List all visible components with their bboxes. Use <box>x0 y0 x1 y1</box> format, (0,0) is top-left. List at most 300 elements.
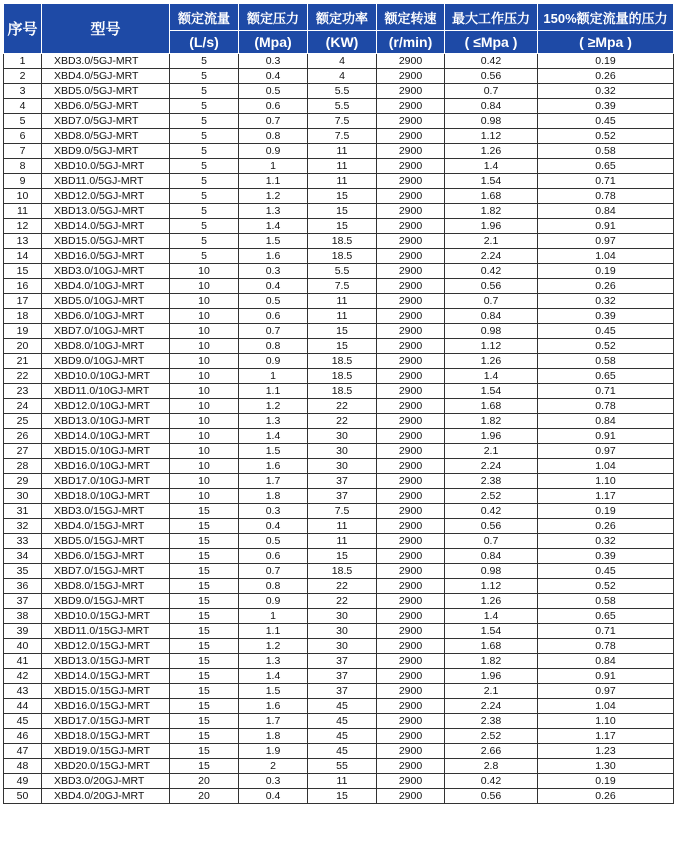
cell-flow: 5 <box>170 249 239 264</box>
cell-pressure: 1.1 <box>239 384 308 399</box>
table-row <box>4 384 674 399</box>
cell-power: 18.5 <box>308 249 377 264</box>
cell-pressure150: 0.91 <box>538 669 674 684</box>
cell-model: XBD4.0/20GJ-MRT <box>42 789 170 804</box>
cell-power: 18.5 <box>308 234 377 249</box>
cell-model: XBD9.0/15GJ-MRT <box>42 594 170 609</box>
cell-flow: 10 <box>170 324 239 339</box>
cell-index: 38 <box>4 609 42 624</box>
cell-flow: 10 <box>170 279 239 294</box>
header-flow: 额定流量 <box>170 4 239 31</box>
cell-speed: 2900 <box>377 279 445 294</box>
cell-flow: 5 <box>170 219 239 234</box>
cell-index: 7 <box>4 144 42 159</box>
cell-index: 17 <box>4 294 42 309</box>
table-row <box>4 714 674 729</box>
cell-pressure: 0.8 <box>239 339 308 354</box>
header-speed-unit: (r/min) <box>377 31 445 54</box>
cell-pressure: 1.1 <box>239 174 308 189</box>
cell-index: 32 <box>4 519 42 534</box>
cell-pressure150: 0.45 <box>538 324 674 339</box>
cell-power: 7.5 <box>308 114 377 129</box>
header-index: 序号 <box>4 4 42 54</box>
cell-pressure150: 0.26 <box>538 789 674 804</box>
cell-max-pressure: 0.98 <box>445 564 538 579</box>
table-row <box>4 729 674 744</box>
cell-max-pressure: 1.4 <box>445 609 538 624</box>
header-model: 型号 <box>42 4 170 54</box>
cell-index: 43 <box>4 684 42 699</box>
cell-pressure: 1 <box>239 609 308 624</box>
cell-power: 11 <box>308 309 377 324</box>
cell-flow: 5 <box>170 174 239 189</box>
cell-index: 16 <box>4 279 42 294</box>
cell-index: 41 <box>4 654 42 669</box>
cell-speed: 2900 <box>377 114 445 129</box>
table-row <box>4 654 674 669</box>
cell-speed: 2900 <box>377 444 445 459</box>
cell-pressure150: 1.10 <box>538 474 674 489</box>
cell-power: 11 <box>308 174 377 189</box>
cell-flow: 10 <box>170 474 239 489</box>
cell-model: XBD15.0/10GJ-MRT <box>42 444 170 459</box>
cell-index: 30 <box>4 489 42 504</box>
cell-model: XBD16.0/15GJ-MRT <box>42 699 170 714</box>
cell-power: 30 <box>308 639 377 654</box>
cell-max-pressure: 0.7 <box>445 84 538 99</box>
cell-speed: 2900 <box>377 459 445 474</box>
table-row <box>4 234 674 249</box>
cell-model: XBD14.0/15GJ-MRT <box>42 669 170 684</box>
cell-pressure150: 0.84 <box>538 204 674 219</box>
cell-power: 45 <box>308 744 377 759</box>
cell-pressure150: 0.58 <box>538 354 674 369</box>
cell-max-pressure: 1.54 <box>445 174 538 189</box>
cell-pressure: 1.8 <box>239 489 308 504</box>
cell-flow: 5 <box>170 99 239 114</box>
cell-speed: 2900 <box>377 669 445 684</box>
cell-model: XBD17.0/15GJ-MRT <box>42 714 170 729</box>
cell-pressure: 0.4 <box>239 519 308 534</box>
cell-flow: 5 <box>170 189 239 204</box>
table-row <box>4 459 674 474</box>
cell-pressure150: 0.26 <box>538 69 674 84</box>
cell-speed: 2900 <box>377 429 445 444</box>
table-row <box>4 744 674 759</box>
cell-max-pressure: 2.24 <box>445 249 538 264</box>
table-row <box>4 84 674 99</box>
cell-max-pressure: 1.68 <box>445 639 538 654</box>
cell-speed: 2900 <box>377 129 445 144</box>
cell-pressure: 0.7 <box>239 564 308 579</box>
cell-speed: 2900 <box>377 309 445 324</box>
cell-model: XBD8.0/10GJ-MRT <box>42 339 170 354</box>
cell-power: 37 <box>308 489 377 504</box>
cell-model: XBD13.0/15GJ-MRT <box>42 654 170 669</box>
cell-pressure: 1.1 <box>239 624 308 639</box>
cell-speed: 2900 <box>377 789 445 804</box>
cell-speed: 2900 <box>377 204 445 219</box>
cell-max-pressure: 0.56 <box>445 69 538 84</box>
table-row <box>4 429 674 444</box>
cell-max-pressure: 0.7 <box>445 534 538 549</box>
cell-model: XBD4.0/10GJ-MRT <box>42 279 170 294</box>
cell-model: XBD11.0/5GJ-MRT <box>42 174 170 189</box>
cell-index: 4 <box>4 99 42 114</box>
cell-index: 18 <box>4 309 42 324</box>
cell-index: 49 <box>4 774 42 789</box>
cell-max-pressure: 1.12 <box>445 339 538 354</box>
cell-pressure: 0.4 <box>239 789 308 804</box>
cell-pressure150: 0.84 <box>538 654 674 669</box>
cell-model: XBD15.0/15GJ-MRT <box>42 684 170 699</box>
cell-index: 35 <box>4 564 42 579</box>
cell-pressure: 0.7 <box>239 114 308 129</box>
cell-max-pressure: 0.7 <box>445 294 538 309</box>
cell-pressure150: 0.78 <box>538 399 674 414</box>
cell-index: 28 <box>4 459 42 474</box>
cell-speed: 2900 <box>377 474 445 489</box>
cell-pressure: 1.5 <box>239 234 308 249</box>
table-row <box>4 309 674 324</box>
cell-index: 20 <box>4 339 42 354</box>
cell-power: 5.5 <box>308 84 377 99</box>
cell-flow: 15 <box>170 729 239 744</box>
cell-speed: 2900 <box>377 159 445 174</box>
table-row <box>4 174 674 189</box>
header-pressure150-unit: ( ≥Mpa ) <box>538 31 674 54</box>
cell-speed: 2900 <box>377 294 445 309</box>
cell-model: XBD12.0/10GJ-MRT <box>42 399 170 414</box>
cell-max-pressure: 2.66 <box>445 744 538 759</box>
table-row <box>4 54 674 69</box>
cell-pressure150: 0.65 <box>538 369 674 384</box>
cell-model: XBD10.0/15GJ-MRT <box>42 609 170 624</box>
cell-flow: 10 <box>170 354 239 369</box>
table-row <box>4 264 674 279</box>
table-row <box>4 294 674 309</box>
cell-power: 37 <box>308 654 377 669</box>
cell-power: 22 <box>308 399 377 414</box>
cell-pressure150: 0.58 <box>538 144 674 159</box>
table-row <box>4 579 674 594</box>
cell-pressure: 1.4 <box>239 429 308 444</box>
cell-pressure150: 0.91 <box>538 429 674 444</box>
cell-pressure: 1.8 <box>239 729 308 744</box>
cell-index: 36 <box>4 579 42 594</box>
cell-flow: 10 <box>170 399 239 414</box>
cell-pressure150: 1.23 <box>538 744 674 759</box>
cell-flow: 5 <box>170 204 239 219</box>
cell-speed: 2900 <box>377 609 445 624</box>
cell-pressure: 0.5 <box>239 294 308 309</box>
table-row <box>4 99 674 114</box>
cell-speed: 2900 <box>377 369 445 384</box>
table-row <box>4 699 674 714</box>
cell-model: XBD14.0/5GJ-MRT <box>42 219 170 234</box>
cell-flow: 10 <box>170 369 239 384</box>
cell-speed: 2900 <box>377 744 445 759</box>
cell-power: 5.5 <box>308 99 377 114</box>
table-row <box>4 414 674 429</box>
cell-model: XBD13.0/10GJ-MRT <box>42 414 170 429</box>
cell-index: 22 <box>4 369 42 384</box>
table-row <box>4 609 674 624</box>
cell-model: XBD10.0/5GJ-MRT <box>42 159 170 174</box>
cell-flow: 5 <box>170 159 239 174</box>
cell-max-pressure: 1.68 <box>445 189 538 204</box>
cell-speed: 2900 <box>377 384 445 399</box>
cell-index: 21 <box>4 354 42 369</box>
cell-power: 18.5 <box>308 354 377 369</box>
cell-index: 44 <box>4 699 42 714</box>
cell-flow: 20 <box>170 774 239 789</box>
cell-max-pressure: 1.96 <box>445 219 538 234</box>
cell-power: 15 <box>308 189 377 204</box>
cell-pressure: 0.4 <box>239 69 308 84</box>
cell-pressure150: 0.39 <box>538 99 674 114</box>
cell-pressure: 0.4 <box>239 279 308 294</box>
cell-max-pressure: 0.98 <box>445 324 538 339</box>
header-pressure-unit: (Mpa) <box>239 31 308 54</box>
cell-power: 11 <box>308 534 377 549</box>
cell-power: 11 <box>308 294 377 309</box>
cell-index: 37 <box>4 594 42 609</box>
cell-pressure150: 0.58 <box>538 594 674 609</box>
cell-power: 11 <box>308 519 377 534</box>
cell-max-pressure: 0.56 <box>445 789 538 804</box>
cell-power: 45 <box>308 714 377 729</box>
cell-pressure: 1.6 <box>239 459 308 474</box>
cell-model: XBD6.0/10GJ-MRT <box>42 309 170 324</box>
cell-flow: 15 <box>170 669 239 684</box>
cell-power: 11 <box>308 159 377 174</box>
cell-index: 2 <box>4 69 42 84</box>
cell-max-pressure: 1.96 <box>445 429 538 444</box>
cell-power: 4 <box>308 69 377 84</box>
table-row <box>4 564 674 579</box>
cell-max-pressure: 1.4 <box>445 159 538 174</box>
cell-index: 26 <box>4 429 42 444</box>
table-row <box>4 159 674 174</box>
cell-max-pressure: 0.56 <box>445 279 538 294</box>
cell-flow: 10 <box>170 264 239 279</box>
cell-flow: 10 <box>170 429 239 444</box>
cell-model: XBD6.0/5GJ-MRT <box>42 99 170 114</box>
cell-max-pressure: 0.84 <box>445 309 538 324</box>
cell-pressure: 0.3 <box>239 264 308 279</box>
cell-index: 11 <box>4 204 42 219</box>
cell-index: 48 <box>4 759 42 774</box>
cell-index: 25 <box>4 414 42 429</box>
cell-max-pressure: 2.52 <box>445 729 538 744</box>
cell-max-pressure: 2.8 <box>445 759 538 774</box>
cell-flow: 5 <box>170 234 239 249</box>
cell-pressure: 0.3 <box>239 54 308 69</box>
cell-speed: 2900 <box>377 489 445 504</box>
cell-speed: 2900 <box>377 699 445 714</box>
cell-model: XBD11.0/10GJ-MRT <box>42 384 170 399</box>
cell-pressure150: 0.78 <box>538 189 674 204</box>
cell-model: XBD8.0/15GJ-MRT <box>42 579 170 594</box>
cell-power: 37 <box>308 669 377 684</box>
cell-index: 14 <box>4 249 42 264</box>
cell-model: XBD16.0/10GJ-MRT <box>42 459 170 474</box>
cell-index: 3 <box>4 84 42 99</box>
cell-model: XBD20.0/15GJ-MRT <box>42 759 170 774</box>
table-row <box>4 534 674 549</box>
table-row <box>4 354 674 369</box>
cell-pressure: 0.8 <box>239 579 308 594</box>
cell-pressure: 1 <box>239 369 308 384</box>
cell-pressure150: 0.52 <box>538 339 674 354</box>
cell-pressure150: 0.32 <box>538 294 674 309</box>
header-speed: 额定转速 <box>377 4 445 31</box>
cell-pressure: 2 <box>239 759 308 774</box>
cell-speed: 2900 <box>377 759 445 774</box>
cell-power: 15 <box>308 789 377 804</box>
cell-model: XBD9.0/10GJ-MRT <box>42 354 170 369</box>
cell-speed: 2900 <box>377 654 445 669</box>
cell-flow: 15 <box>170 504 239 519</box>
cell-max-pressure: 2.1 <box>445 444 538 459</box>
cell-pressure: 1.2 <box>239 639 308 654</box>
cell-flow: 10 <box>170 459 239 474</box>
cell-pressure: 1.7 <box>239 714 308 729</box>
cell-pressure: 0.5 <box>239 534 308 549</box>
cell-power: 11 <box>308 144 377 159</box>
cell-flow: 10 <box>170 384 239 399</box>
cell-model: XBD8.0/5GJ-MRT <box>42 129 170 144</box>
cell-flow: 15 <box>170 699 239 714</box>
cell-index: 45 <box>4 714 42 729</box>
table-row <box>4 774 674 789</box>
cell-power: 7.5 <box>308 279 377 294</box>
cell-power: 45 <box>308 729 377 744</box>
cell-speed: 2900 <box>377 219 445 234</box>
cell-speed: 2900 <box>377 54 445 69</box>
cell-max-pressure: 0.84 <box>445 549 538 564</box>
table-row <box>4 624 674 639</box>
cell-power: 15 <box>308 549 377 564</box>
cell-model: XBD3.0/5GJ-MRT <box>42 54 170 69</box>
table-row <box>4 204 674 219</box>
table-row <box>4 129 674 144</box>
cell-flow: 15 <box>170 624 239 639</box>
cell-flow: 15 <box>170 564 239 579</box>
header-power-unit: (KW) <box>308 31 377 54</box>
cell-model: XBD5.0/10GJ-MRT <box>42 294 170 309</box>
cell-pressure: 0.8 <box>239 129 308 144</box>
cell-index: 6 <box>4 129 42 144</box>
cell-flow: 15 <box>170 519 239 534</box>
cell-max-pressure: 1.12 <box>445 579 538 594</box>
cell-model: XBD5.0/15GJ-MRT <box>42 534 170 549</box>
cell-pressure150: 0.97 <box>538 684 674 699</box>
cell-model: XBD9.0/5GJ-MRT <box>42 144 170 159</box>
cell-max-pressure: 0.98 <box>445 114 538 129</box>
table-row <box>4 69 674 84</box>
cell-flow: 15 <box>170 684 239 699</box>
cell-model: XBD13.0/5GJ-MRT <box>42 204 170 219</box>
table-row <box>4 339 674 354</box>
cell-pressure150: 0.78 <box>538 639 674 654</box>
cell-speed: 2900 <box>377 324 445 339</box>
cell-max-pressure: 1.26 <box>445 354 538 369</box>
cell-power: 11 <box>308 774 377 789</box>
table-row <box>4 279 674 294</box>
cell-model: XBD19.0/15GJ-MRT <box>42 744 170 759</box>
cell-pressure: 0.9 <box>239 594 308 609</box>
cell-max-pressure: 1.4 <box>445 369 538 384</box>
table-row <box>4 219 674 234</box>
cell-pressure: 1.9 <box>239 744 308 759</box>
cell-speed: 2900 <box>377 174 445 189</box>
cell-max-pressure: 2.24 <box>445 459 538 474</box>
cell-index: 31 <box>4 504 42 519</box>
cell-flow: 15 <box>170 639 239 654</box>
header-pressure150: 150%额定流量的压力 <box>538 4 674 31</box>
header-flow-unit: (L/s) <box>170 31 239 54</box>
cell-speed: 2900 <box>377 69 445 84</box>
cell-pressure150: 0.26 <box>538 519 674 534</box>
cell-speed: 2900 <box>377 189 445 204</box>
cell-pressure150: 0.97 <box>538 444 674 459</box>
cell-power: 30 <box>308 609 377 624</box>
cell-model: XBD14.0/10GJ-MRT <box>42 429 170 444</box>
cell-model: XBD11.0/15GJ-MRT <box>42 624 170 639</box>
cell-model: XBD6.0/15GJ-MRT <box>42 549 170 564</box>
cell-speed: 2900 <box>377 249 445 264</box>
table-row <box>4 594 674 609</box>
cell-flow: 15 <box>170 654 239 669</box>
cell-model: XBD18.0/10GJ-MRT <box>42 489 170 504</box>
table-row <box>4 474 674 489</box>
pump-spec-table <box>3 3 674 804</box>
cell-power: 30 <box>308 444 377 459</box>
cell-pressure150: 0.71 <box>538 624 674 639</box>
cell-index: 5 <box>4 114 42 129</box>
table-row <box>4 684 674 699</box>
cell-speed: 2900 <box>377 99 445 114</box>
cell-power: 30 <box>308 459 377 474</box>
cell-pressure: 1.2 <box>239 189 308 204</box>
cell-speed: 2900 <box>377 339 445 354</box>
cell-pressure150: 0.65 <box>538 159 674 174</box>
cell-index: 34 <box>4 549 42 564</box>
cell-index: 1 <box>4 54 42 69</box>
cell-pressure150: 0.39 <box>538 549 674 564</box>
cell-pressure150: 0.45 <box>538 564 674 579</box>
cell-max-pressure: 1.12 <box>445 129 538 144</box>
cell-pressure: 1.3 <box>239 654 308 669</box>
cell-index: 24 <box>4 399 42 414</box>
cell-flow: 10 <box>170 414 239 429</box>
cell-flow: 15 <box>170 579 239 594</box>
header-max-pressure: 最大工作压力 <box>445 4 538 31</box>
table-row <box>4 144 674 159</box>
cell-pressure: 0.6 <box>239 99 308 114</box>
table-row <box>4 519 674 534</box>
cell-pressure150: 1.30 <box>538 759 674 774</box>
cell-max-pressure: 1.54 <box>445 384 538 399</box>
cell-flow: 10 <box>170 444 239 459</box>
cell-pressure: 1.3 <box>239 204 308 219</box>
cell-flow: 5 <box>170 114 239 129</box>
cell-max-pressure: 2.52 <box>445 489 538 504</box>
cell-max-pressure: 2.24 <box>445 699 538 714</box>
cell-power: 5.5 <box>308 264 377 279</box>
